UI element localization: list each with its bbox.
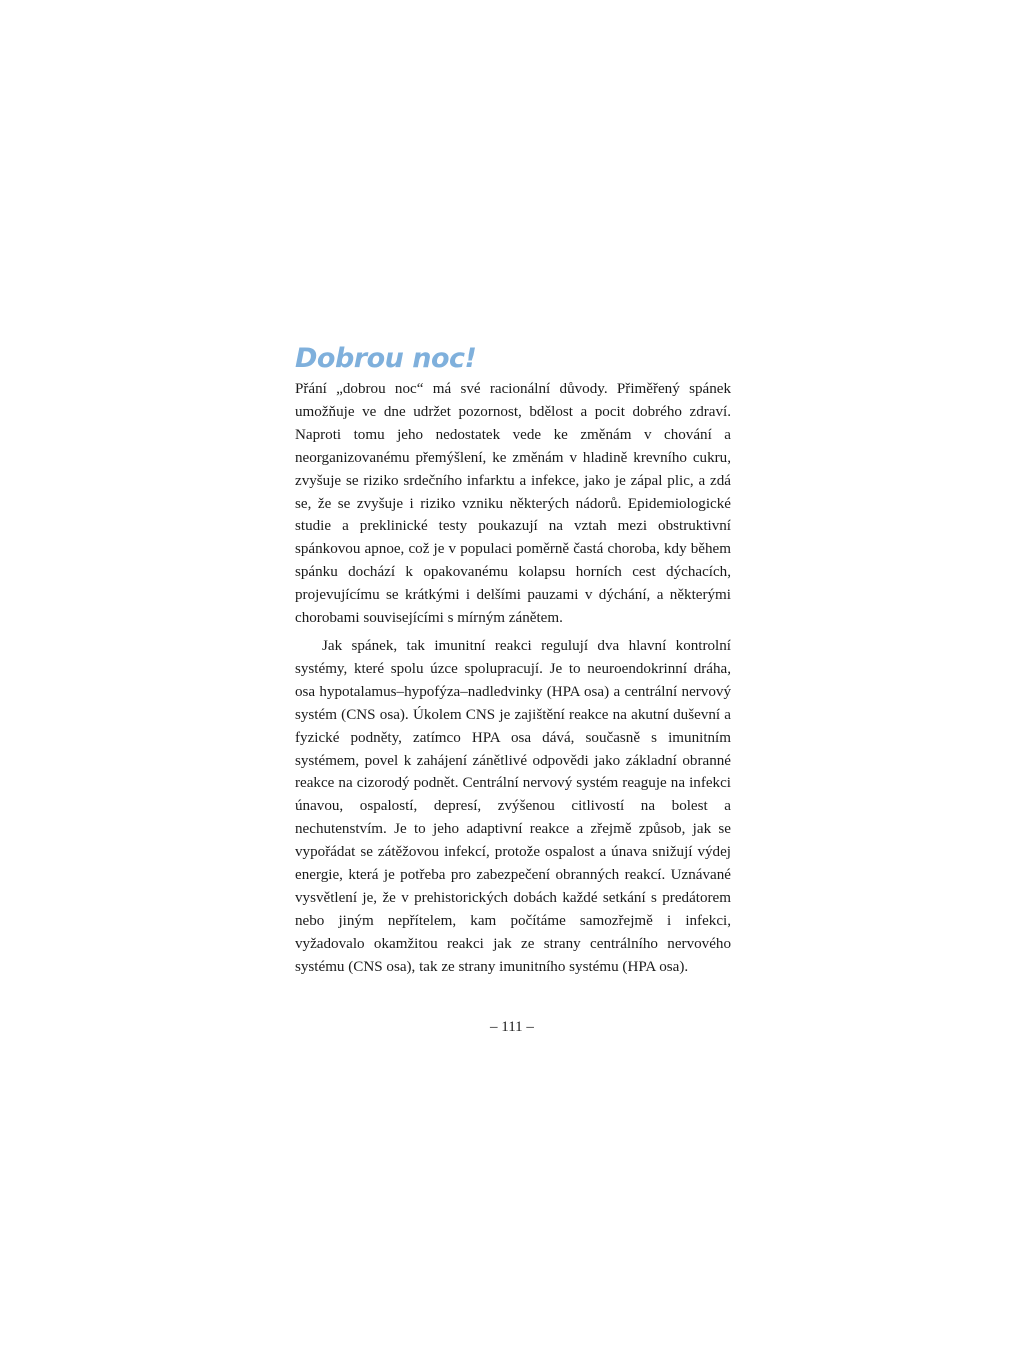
chapter-title: Dobrou noc! — [295, 343, 477, 374]
body-paragraph-1: Přání „dobrou noc“ má své racionální důvody. Přiměřený spánek umožňuje ve dne udržet pozornost, bdělost a pocit dobrého zdraví. Naproti tomu jeho nedostatek vede ke změnám v chování a neorganizovanému přemýšlení, ke změnám v hladině krevního cukru, zvyšuje se riziko srdečního infarktu a infekce, jako je zápal plic, a zdá se, že se zvyšuje i riziko vzniku některých nádorů. Epidemiologické studie a preklinické testy poukazují na vztah mezi obstruktivní spánkovou apnoe, což je v populaci poměrně častá choroba, kdy během spánku dochází k opakovanému kolapsu horních cest dýchacích, projevujícímu se krátkými i delšími pauzami v dýchání, a některými chorobami souvisejícími s mírným zánětem. — [295, 381, 731, 627]
body-paragraph-2: Jak spánek, tak imunitní reakci regulují dva hlavní kontrolní systémy, které spolu úzce spolupracují. Je to neuroendokrinní dráha, osa hypotalamus–hypofýza–nadledvinky (HPA osa) a centrální nervový systém (CNS osa). Úkolem CNS je zajištění reakce na akutní duševní a fyzické podněty, zatímco HPA osa dává, současně s imunitním systémem, povel k zahájení zánětlivé odpovědi jako základní obranné reakce na cizorodý podnět. Centrální nervový systém reaguje na infekci únavou, ospalostí, depresí, zvýšenou citlivostí na bolest a nechutenstvím. Je to jeho adaptivní reakce a zřejmě způsob, jak se vypořádat se zátěžovou infekcí, protože ospalost a únava snižují výdej energie, která je potřeba pro zabezpečení obranných reakcí. Uznávané vysvětlení je, že v prehistorických dobách každé setkání s predátorem nebo jiným nepřítelem, kam počítáme samozřejmě i infekci, vyžadovalo okamžitou reakci jak ze strany centrálního nervového systému (CNS osa), tak ze strany imunitního systému (HPA osa). — [295, 637, 731, 975]
page-number: – 111 – — [490, 1019, 534, 1035]
page-text-block — [295, 340, 731, 979]
